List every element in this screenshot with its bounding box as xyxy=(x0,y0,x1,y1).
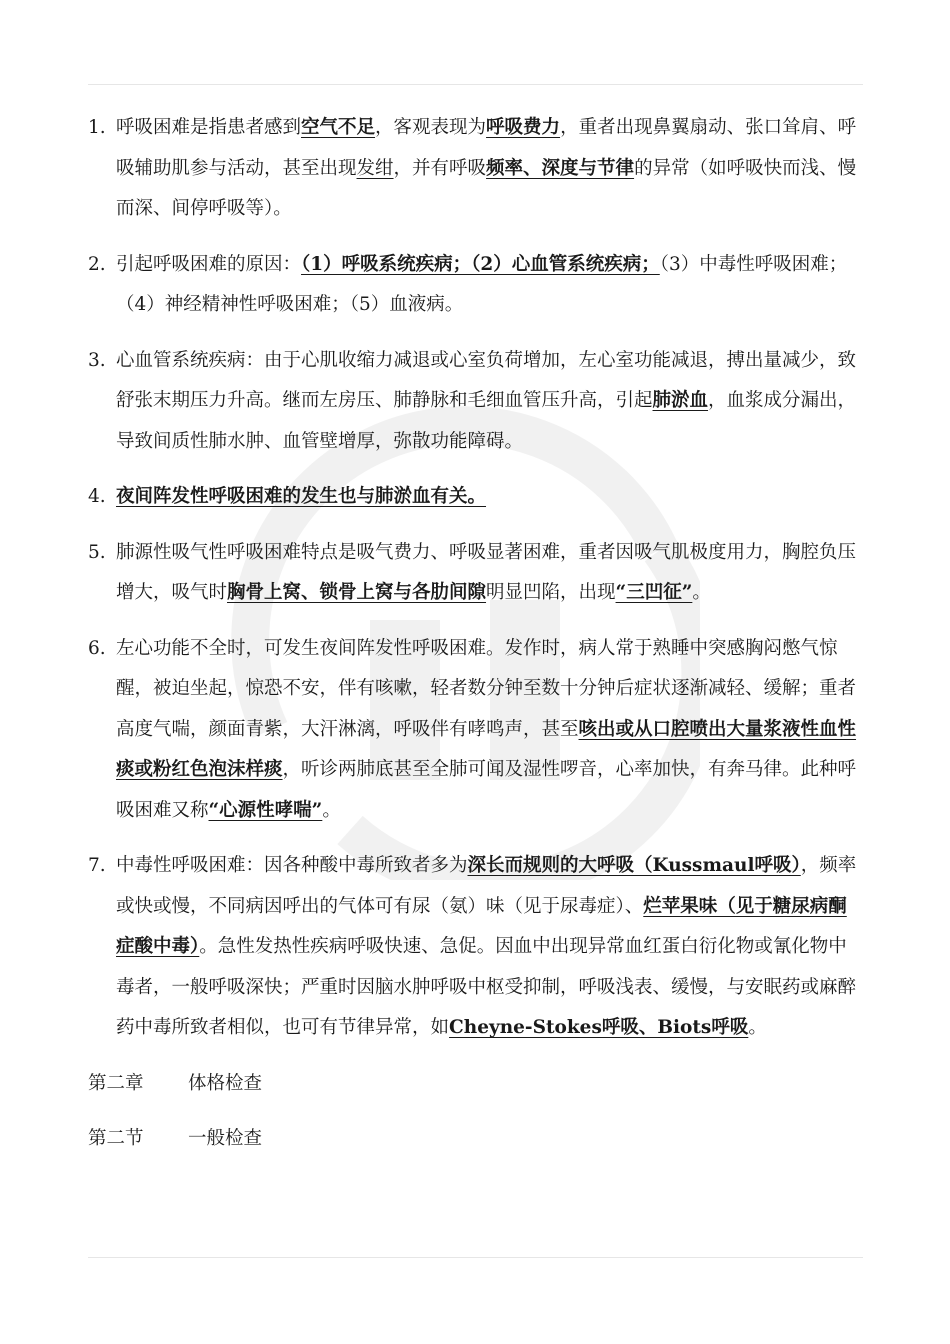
emphasis-text: Cheyne-Stokes呼吸、Biots呼吸 xyxy=(449,1017,749,1038)
emphasis-text: 咳出或从口腔喷出大量浆液性血性痰或粉红色泡沫样痰 xyxy=(116,718,857,780)
numbered-list xyxy=(88,108,864,1049)
body-text: 。 xyxy=(322,799,341,821)
list-item xyxy=(88,477,864,518)
body-text: ，重者出现鼻翼扇动、张口耸肩、呼吸辅助肌参与活动，甚至出现 xyxy=(116,117,857,179)
emphasis-text: 肺淤血 xyxy=(652,390,709,411)
item-number: 1. xyxy=(88,117,106,138)
item-text xyxy=(116,350,856,452)
emphasis-text: 呼吸费力 xyxy=(486,117,561,138)
section-heading xyxy=(88,1119,864,1160)
document-body xyxy=(88,108,864,1175)
chapter-label: 第二章 xyxy=(88,1072,144,1094)
emphasis-text: （1）呼吸系统疾病；（2）心血管系统疾病； xyxy=(301,253,660,275)
body-text: 呼吸困难是指患者感到 xyxy=(116,117,302,138)
body-text: 。 xyxy=(692,582,711,603)
bottom-divider xyxy=(88,1257,863,1258)
item-number: 4. xyxy=(88,486,106,507)
section-label: 第二节 xyxy=(88,1128,144,1149)
body-text: 左心功能不全时，可发生夜间阵发性呼吸困难。发作时，病人常于熟睡中突感胸闷憋气惊醒，被迫坐起，惊恐不安，伴有咳嗽，轻者数分钟至数十分钟后症状逐渐减轻、缓解；重者高度气喘，颜面青紫，大汗淋漓，呼吸伴有哮鸣声，甚至 xyxy=(116,637,857,740)
item-text xyxy=(116,855,856,1038)
emphasis-text: “三凹征” xyxy=(615,582,693,603)
body-text: ，血浆成分漏出，导致间质性肺水肿、血管壁增厚，弥散功能障碍。 xyxy=(116,390,857,452)
body-text: ，听诊两肺底甚至全肺可闻及湿性啰音，心率加快，有奔马律。此种呼吸困难又称 xyxy=(116,759,857,821)
section-title: 一般检查 xyxy=(188,1128,263,1149)
item-text xyxy=(116,254,847,316)
body-text: （3）中毒性呼吸困难；（4）神经精神性呼吸困难；（5）血液病。 xyxy=(116,253,848,315)
list-item xyxy=(88,108,864,230)
emphasis-text: 烂苹果味（见于糖尿病酮症酸中毒） xyxy=(116,895,847,957)
item-number: 7. xyxy=(88,855,106,876)
list-item xyxy=(88,341,864,463)
body-text: 肺源性吸气性呼吸困难特点是吸气费力、呼吸显著困难，重者因吸气肌极度用力，胸腔负压增大，吸气时 xyxy=(116,541,857,603)
body-text: ，频率或快或慢，不同病因呼出的气体可有尿（氨）味（见于尿毒症）、 xyxy=(116,855,857,917)
top-divider xyxy=(88,84,863,85)
body-text: 心血管系统疾病：由于心肌收缩力减退或心室负荷增加，左心室功能减退，搏出量减少，致舒张末期压力升高。继而左房压、肺静脉和毛细血管压升高，引起 xyxy=(116,349,857,411)
chapter-heading xyxy=(88,1064,864,1105)
item-number: 5. xyxy=(88,541,106,563)
item-text xyxy=(116,486,486,507)
emphasis-text: 频率、深度与节律 xyxy=(486,157,635,179)
list-item xyxy=(88,846,864,1049)
emphasis-text: 深长而规则的大呼吸（Kussmaul呼吸） xyxy=(467,855,801,876)
emphasis-text: 空气不足 xyxy=(301,117,376,138)
item-text xyxy=(116,117,856,219)
item-number: 2. xyxy=(88,253,106,275)
item-number: 6. xyxy=(88,637,106,659)
body-text: 。急性发热性疾病呼吸快速、急促。因血中出现异常血红蛋白衍化物或氰化物中毒者，一般呼吸深快；严重时因脑水肿呼吸中枢受抑制，呼吸浅表、缓慢，与安眠药或麻醉药中毒所致者相似，也可有节律异常，如 xyxy=(116,936,857,1038)
item-text xyxy=(116,638,856,821)
list-item xyxy=(88,533,864,614)
body-text: 中毒性呼吸困难：因各种酸中毒所致者多为 xyxy=(116,855,468,876)
emphasis-text: 胸骨上窝、锁骨上窝与各肋间隙 xyxy=(227,582,487,603)
underlined-text: 发绀 xyxy=(356,157,394,179)
body-text: 明显凹陷，出现 xyxy=(486,582,616,603)
emphasis-text: “心源性哮喘” xyxy=(208,799,323,821)
body-text: 引起呼吸困难的原因： xyxy=(116,253,302,275)
chapter-title: 体格检查 xyxy=(188,1072,263,1094)
emphasis-text: 夜间阵发性呼吸困难的发生也与肺淤血有关。 xyxy=(116,486,487,507)
list-item xyxy=(88,245,864,326)
item-number: 3. xyxy=(88,349,106,371)
body-text: ，客观表现为 xyxy=(375,117,487,138)
item-text xyxy=(116,542,856,604)
body-text: 的异常（如呼吸快而浅、慢而深、间停呼吸等）。 xyxy=(116,157,857,219)
body-text: ，并有呼吸 xyxy=(393,157,487,179)
list-item xyxy=(88,629,864,832)
body-text: 。 xyxy=(748,1017,767,1038)
